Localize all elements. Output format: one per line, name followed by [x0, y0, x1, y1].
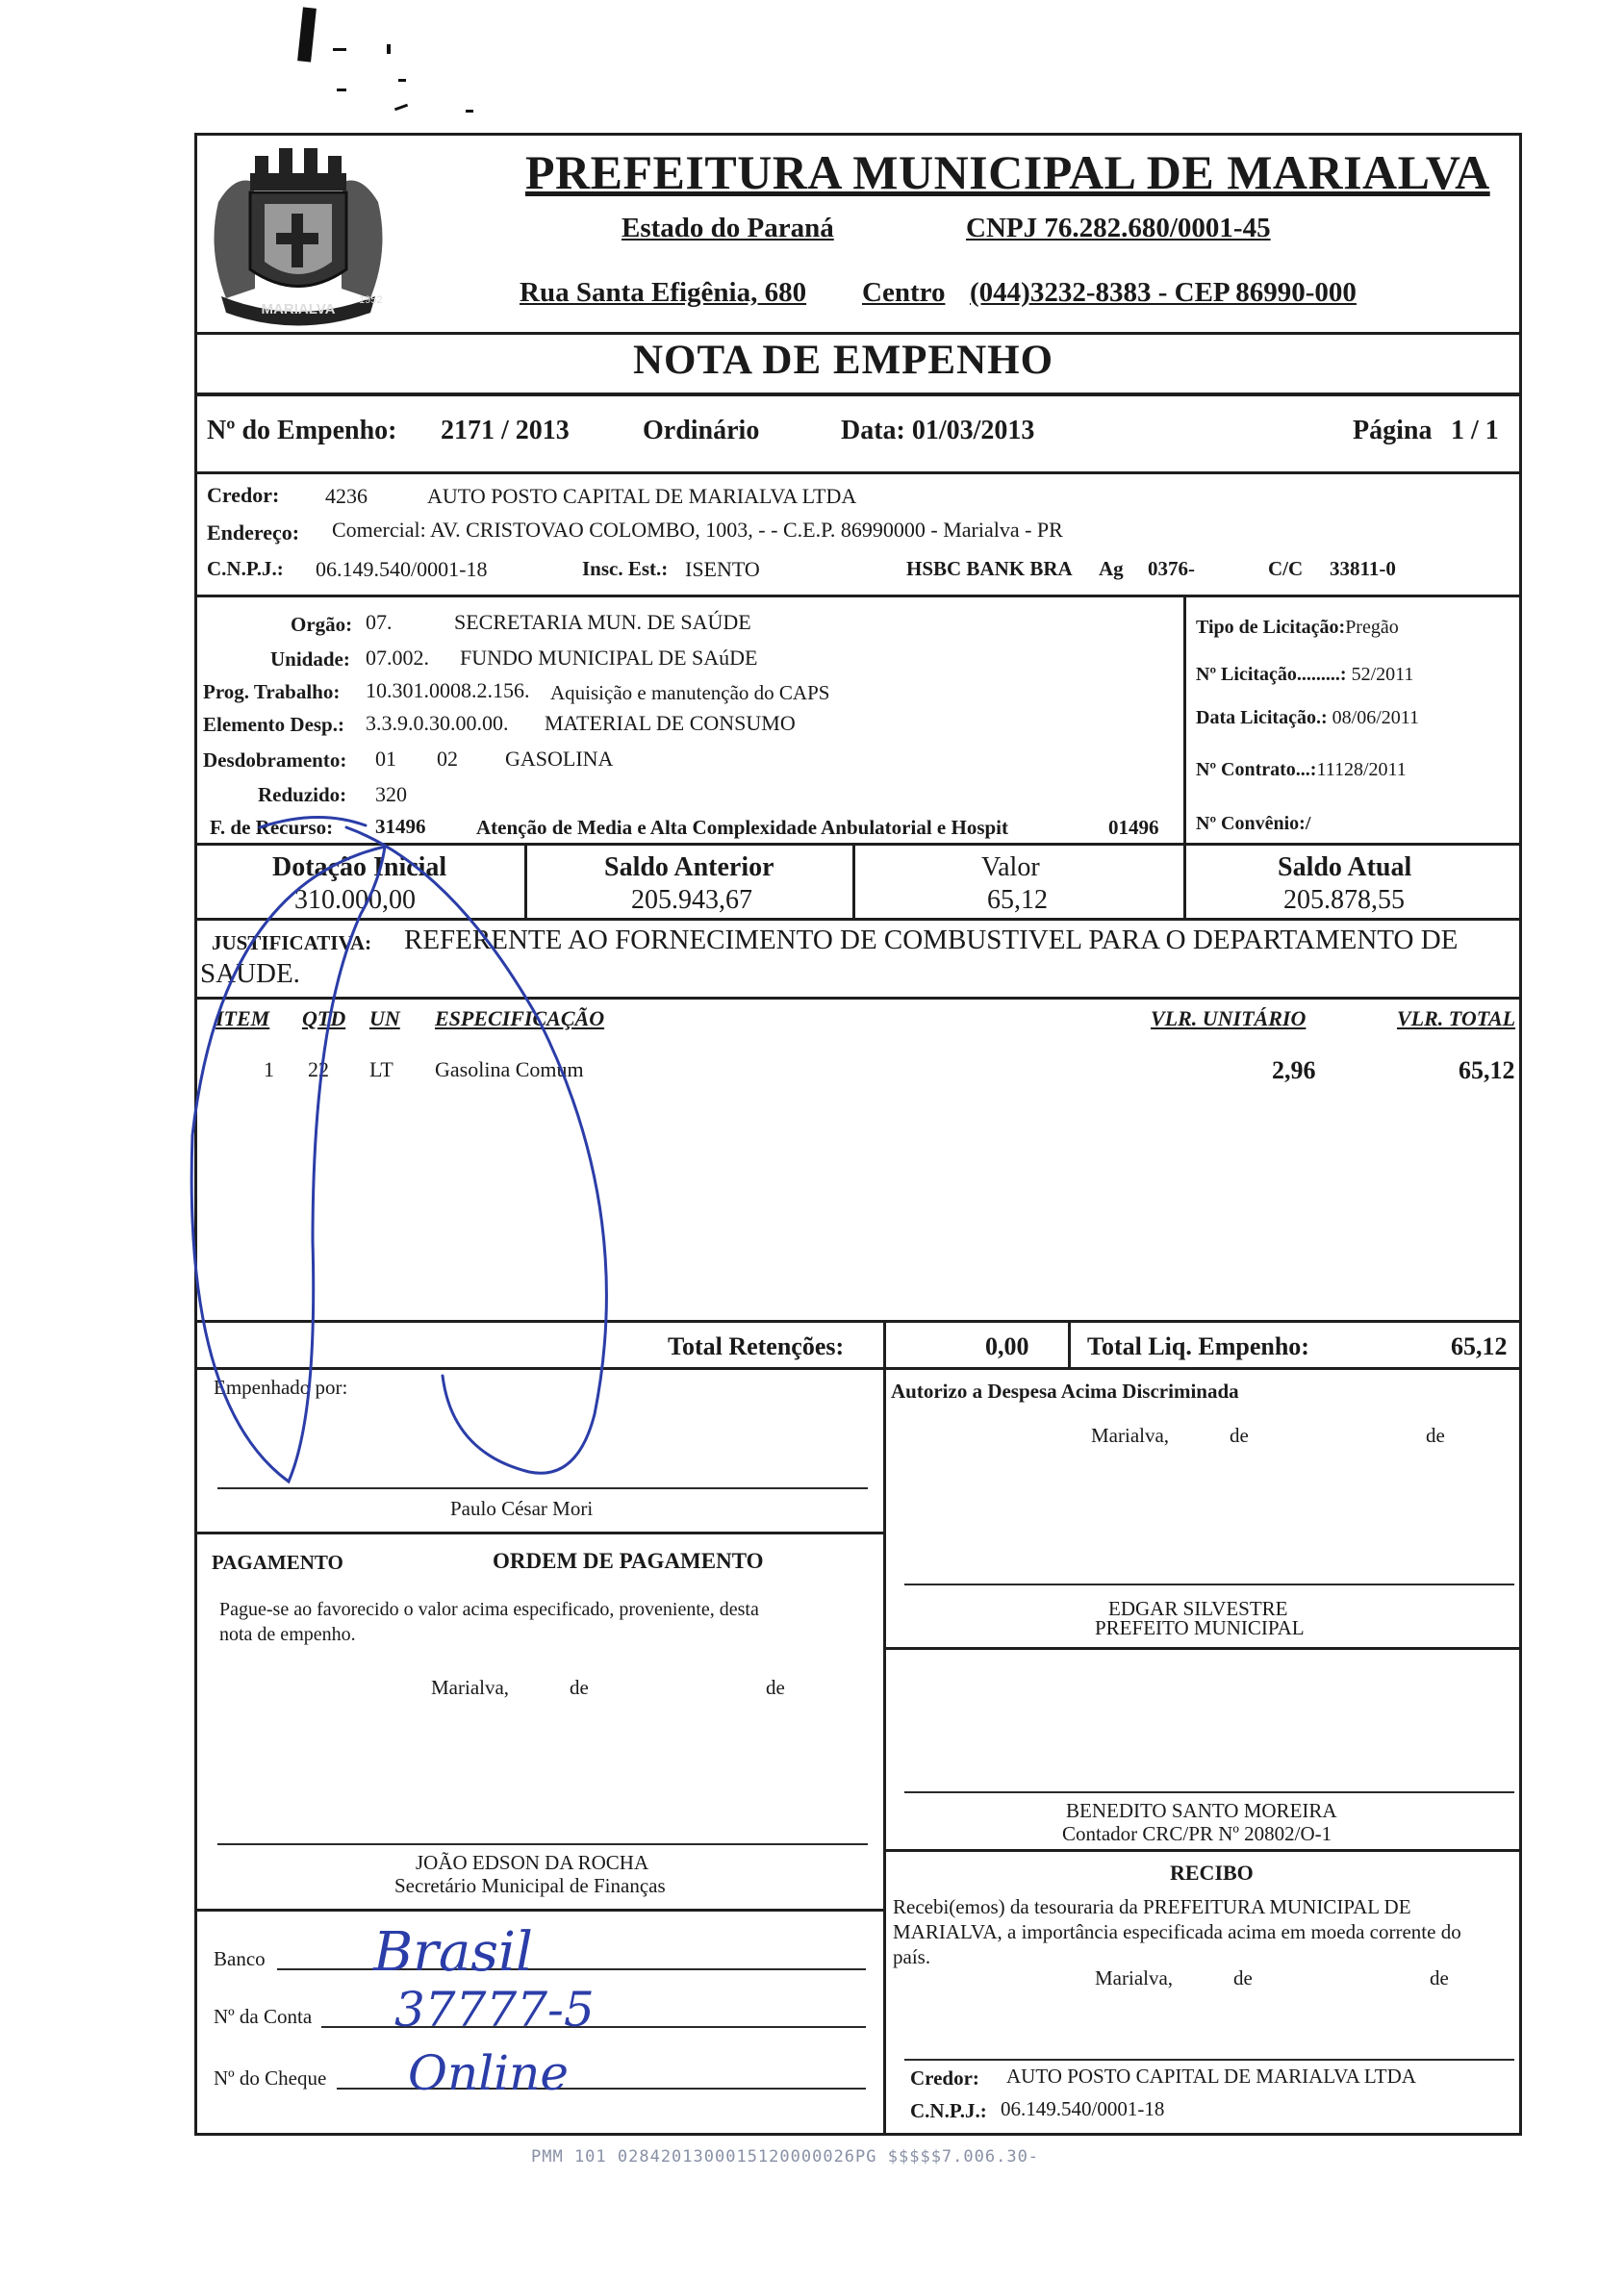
credor-code: 4236 [325, 484, 368, 508]
col-header-vlr-total: VLR. TOTAL [1397, 1006, 1516, 1030]
recibo-cnpj-label: C.N.P.J.: [910, 2099, 987, 2122]
endereco-value: Comercial: AV. CRISTOVAO COLOMBO, 1003, - - C.E.P. 86990000 - Marialva - PR [332, 518, 1063, 542]
prefeito-name: EDGAR SILVESTRE [1108, 1597, 1288, 1620]
page-label: Página [1353, 416, 1433, 445]
autorizo-de-1: de [1230, 1424, 1249, 1447]
reduzido-label: Reduzido: [258, 783, 347, 806]
recibo-title: RECIBO [1170, 1861, 1254, 1885]
valor-label: Valor [981, 852, 1040, 882]
contador-role: Contador CRC/PR Nº 20802/O-1 [1062, 1822, 1332, 1845]
prog-code: 10.301.0008.2.156. [366, 678, 530, 702]
desdobramento-b: 02 [437, 747, 458, 771]
recibo-place: Marialva, [1095, 1966, 1174, 1990]
item-number: 1 [264, 1057, 274, 1081]
insc-label: Insc. Est.: [582, 557, 669, 580]
contador-name: BENEDITO SANTO MOREIRA [1066, 1799, 1337, 1822]
pagamento-text-1: Pague-se ao favorecido o valor acima especificado, proveniente, desta [219, 1599, 759, 1620]
fonte-number: 01496 [1108, 816, 1159, 839]
empenho-date: Data: 01/03/2013 [841, 416, 1035, 445]
col-header-vlr-unitario: VLR. UNITÁRIO [1151, 1006, 1307, 1030]
district-label: Centro [862, 277, 946, 308]
item-total: 65,12 [1459, 1056, 1515, 1084]
empenhado-por-name: Paulo César Mori [450, 1497, 594, 1520]
svg-text:Online: Online [408, 2045, 569, 2101]
desdobramento-a: 01 [375, 747, 396, 771]
svg-text:Brasil: Brasil [373, 1921, 533, 1984]
conta-label: Nº da Conta [214, 2005, 313, 2028]
desdobramento-label: Desdobramento: [203, 748, 347, 772]
unidade-code: 07.002. [366, 646, 429, 670]
desdobramento-name: GASOLINA [505, 747, 614, 771]
state-label: Estado do Paraná [622, 213, 834, 243]
unidade-label: Unidade: [270, 647, 350, 671]
pagamento-de-2: de [766, 1676, 785, 1699]
data-licitacao-label: Data Licitação.: 08/06/2011 [1196, 707, 1420, 728]
item-un: LT [369, 1057, 393, 1081]
elemento-label: Elemento Desp.: [203, 713, 344, 736]
recibo-text-2: MARIALVA, a importância especificada acima em moeda corrente do [893, 1920, 1461, 1943]
cnpj-credor-label: C.N.P.J.: [207, 557, 284, 580]
dotacao-inicial-label: Dotação Inicial [272, 852, 447, 882]
autorizo-label: Autorizo a Despesa Acima Discriminada [891, 1380, 1239, 1403]
total-retencoes-value: 0,00 [985, 1332, 1029, 1360]
prefeito-role: PREFEITO MUNICIPAL [1095, 1616, 1305, 1639]
elemento-name: MATERIAL DE CONSUMO [545, 711, 796, 735]
item-desc: Gasolina Comum [435, 1057, 584, 1081]
page-number: 1 / 1 [1451, 416, 1499, 445]
autorizo-de-2: de [1426, 1424, 1445, 1447]
prog-label: Prog. Trabalho: [203, 680, 341, 703]
autorizo-place: Marialva, [1091, 1424, 1170, 1447]
svg-text:MARIALVA: MARIALVA [261, 301, 336, 317]
recibo-text-3: país. [893, 1945, 931, 1968]
phone-cep-label: (044)3232-8383 - CEP 86990-000 [970, 277, 1357, 308]
col-header-item: ITEM [216, 1006, 270, 1030]
recibo-text-1: Recebi(emos) da tesouraria da PREFEITURA MUNICIPAL DE [893, 1895, 1411, 1918]
empenhado-por-label: Empenhado por: [214, 1376, 348, 1399]
saldo-atual-label: Saldo Atual [1278, 852, 1412, 882]
address-label: Rua Santa Efigênia, 680 [520, 277, 807, 308]
item-unit-price: 2,96 [1272, 1056, 1316, 1084]
credor-name: AUTO POSTO CAPITAL DE MARIALVA LTDA [427, 484, 857, 508]
pagamento-text-2: nota de empenho. [219, 1624, 356, 1645]
credor-label: Credor: [207, 483, 280, 507]
convenio-label: Nº Convênio:/ [1196, 813, 1311, 834]
cheque-label: Nº do Cheque [214, 2066, 327, 2090]
pagamento-place: Marialva, [431, 1676, 510, 1699]
recibo-credor-value: AUTO POSTO CAPITAL DE MARIALVA LTDA [1006, 2065, 1416, 2088]
recibo-credor-label: Credor: [910, 2066, 979, 2090]
document-title: NOTA DE EMPENHO [633, 338, 1054, 383]
justificativa-label: JUSTIFICATIVA: [212, 931, 372, 954]
item-qtd: 22 [308, 1057, 329, 1081]
fonte-name: Atenção de Media e Alta Complexidade Anbulatorial e Hospit [476, 816, 1008, 839]
insc-value: ISENTO [685, 557, 760, 581]
account-label: C/C [1268, 557, 1304, 580]
recibo-de-1: de [1233, 1966, 1253, 1990]
reduzido-value: 320 [375, 782, 407, 806]
pagamento-label: PAGAMENTO [212, 1551, 343, 1574]
recibo-cnpj-value: 06.149.540/0001-18 [1001, 2097, 1165, 2120]
saldo-atual-value: 205.878,55 [1283, 885, 1405, 915]
col-header-qtd: QTD [302, 1006, 346, 1030]
fonte-label: F. de Recurso: [210, 816, 334, 839]
col-header-especificacao: ESPECIFICAÇÃO [435, 1006, 605, 1030]
col-header-un: UN [369, 1006, 400, 1030]
secretario-name: JOÃO EDSON DA ROCHA [416, 1851, 649, 1874]
svg-text:1952: 1952 [359, 294, 383, 306]
endereco-label: Endereço: [207, 520, 300, 545]
municipality-title: PREFEITURA MUNICIPAL DE MARIALVA [525, 145, 1490, 199]
orgao-name: SECRETARIA MUN. DE SAÚDE [454, 610, 751, 634]
orgao-code: 07. [366, 610, 393, 634]
agency-value: 0376- [1148, 557, 1195, 580]
empenho-type: Ordinário [643, 416, 760, 445]
justificativa-text-1: REFERENTE AO FORNECIMENTO DE COMBUSTIVEL PARA O DEPARTAMENTO DE [404, 925, 1459, 955]
prog-name: Aquisição e manutenção do CAPS [550, 681, 830, 704]
cnpj-credor-value: 06.149.540/0001-18 [316, 557, 488, 581]
pagamento-de-1: de [570, 1676, 589, 1699]
fonte-code: 31496 [375, 815, 426, 838]
tipo-licitacao-label: Tipo de Licitação:Pregão [1196, 617, 1399, 638]
saldo-anterior-value: 205.943,67 [631, 885, 752, 915]
cnpj-label: CNPJ 76.282.680/0001-45 [966, 213, 1271, 243]
num-licitacao-label: Nº Licitação.........: 52/2011 [1196, 664, 1414, 685]
elemento-code: 3.3.9.0.30.00.00. [366, 711, 509, 735]
saldo-anterior-label: Saldo Anterior [604, 852, 774, 882]
account-value: 33811-0 [1330, 557, 1396, 580]
justificativa-text-2: SAUDE. [200, 958, 300, 989]
banco-label: Banco [214, 1947, 266, 1970]
total-liquido-value: 65,12 [1451, 1332, 1508, 1360]
recibo-de-2: de [1430, 1966, 1449, 1990]
empenho-number-label: Nº do Empenho: [207, 416, 397, 445]
empenho-number: 2171 / 2013 [441, 416, 570, 445]
bank-name: HSBC BANK BRA [906, 557, 1073, 580]
total-liquido-label: Total Liq. Empenho: [1087, 1332, 1309, 1360]
footer-barcode-text: PMM 101 0284201300015120000026PG $$$$$7.006.30- [531, 2147, 1040, 2167]
dotacao-inicial-value: 310.000,00 [294, 885, 416, 915]
unidade-name: FUNDO MUNICIPAL DE SAúDE [460, 646, 758, 670]
ordem-pagamento-label: ORDEM DE PAGAMENTO [493, 1549, 764, 1573]
total-retencoes-label: Total Retenções: [668, 1332, 845, 1360]
agency-label: Ag [1099, 557, 1124, 580]
svg-text:37777-5: 37777-5 [394, 1982, 595, 2038]
contrato-label: Nº Contrato...:11128/2011 [1196, 759, 1407, 780]
secretario-role: Secretário Municipal de Finanças [394, 1874, 666, 1897]
orgao-label: Orgão: [291, 613, 353, 636]
valor-value: 65,12 [987, 885, 1048, 915]
